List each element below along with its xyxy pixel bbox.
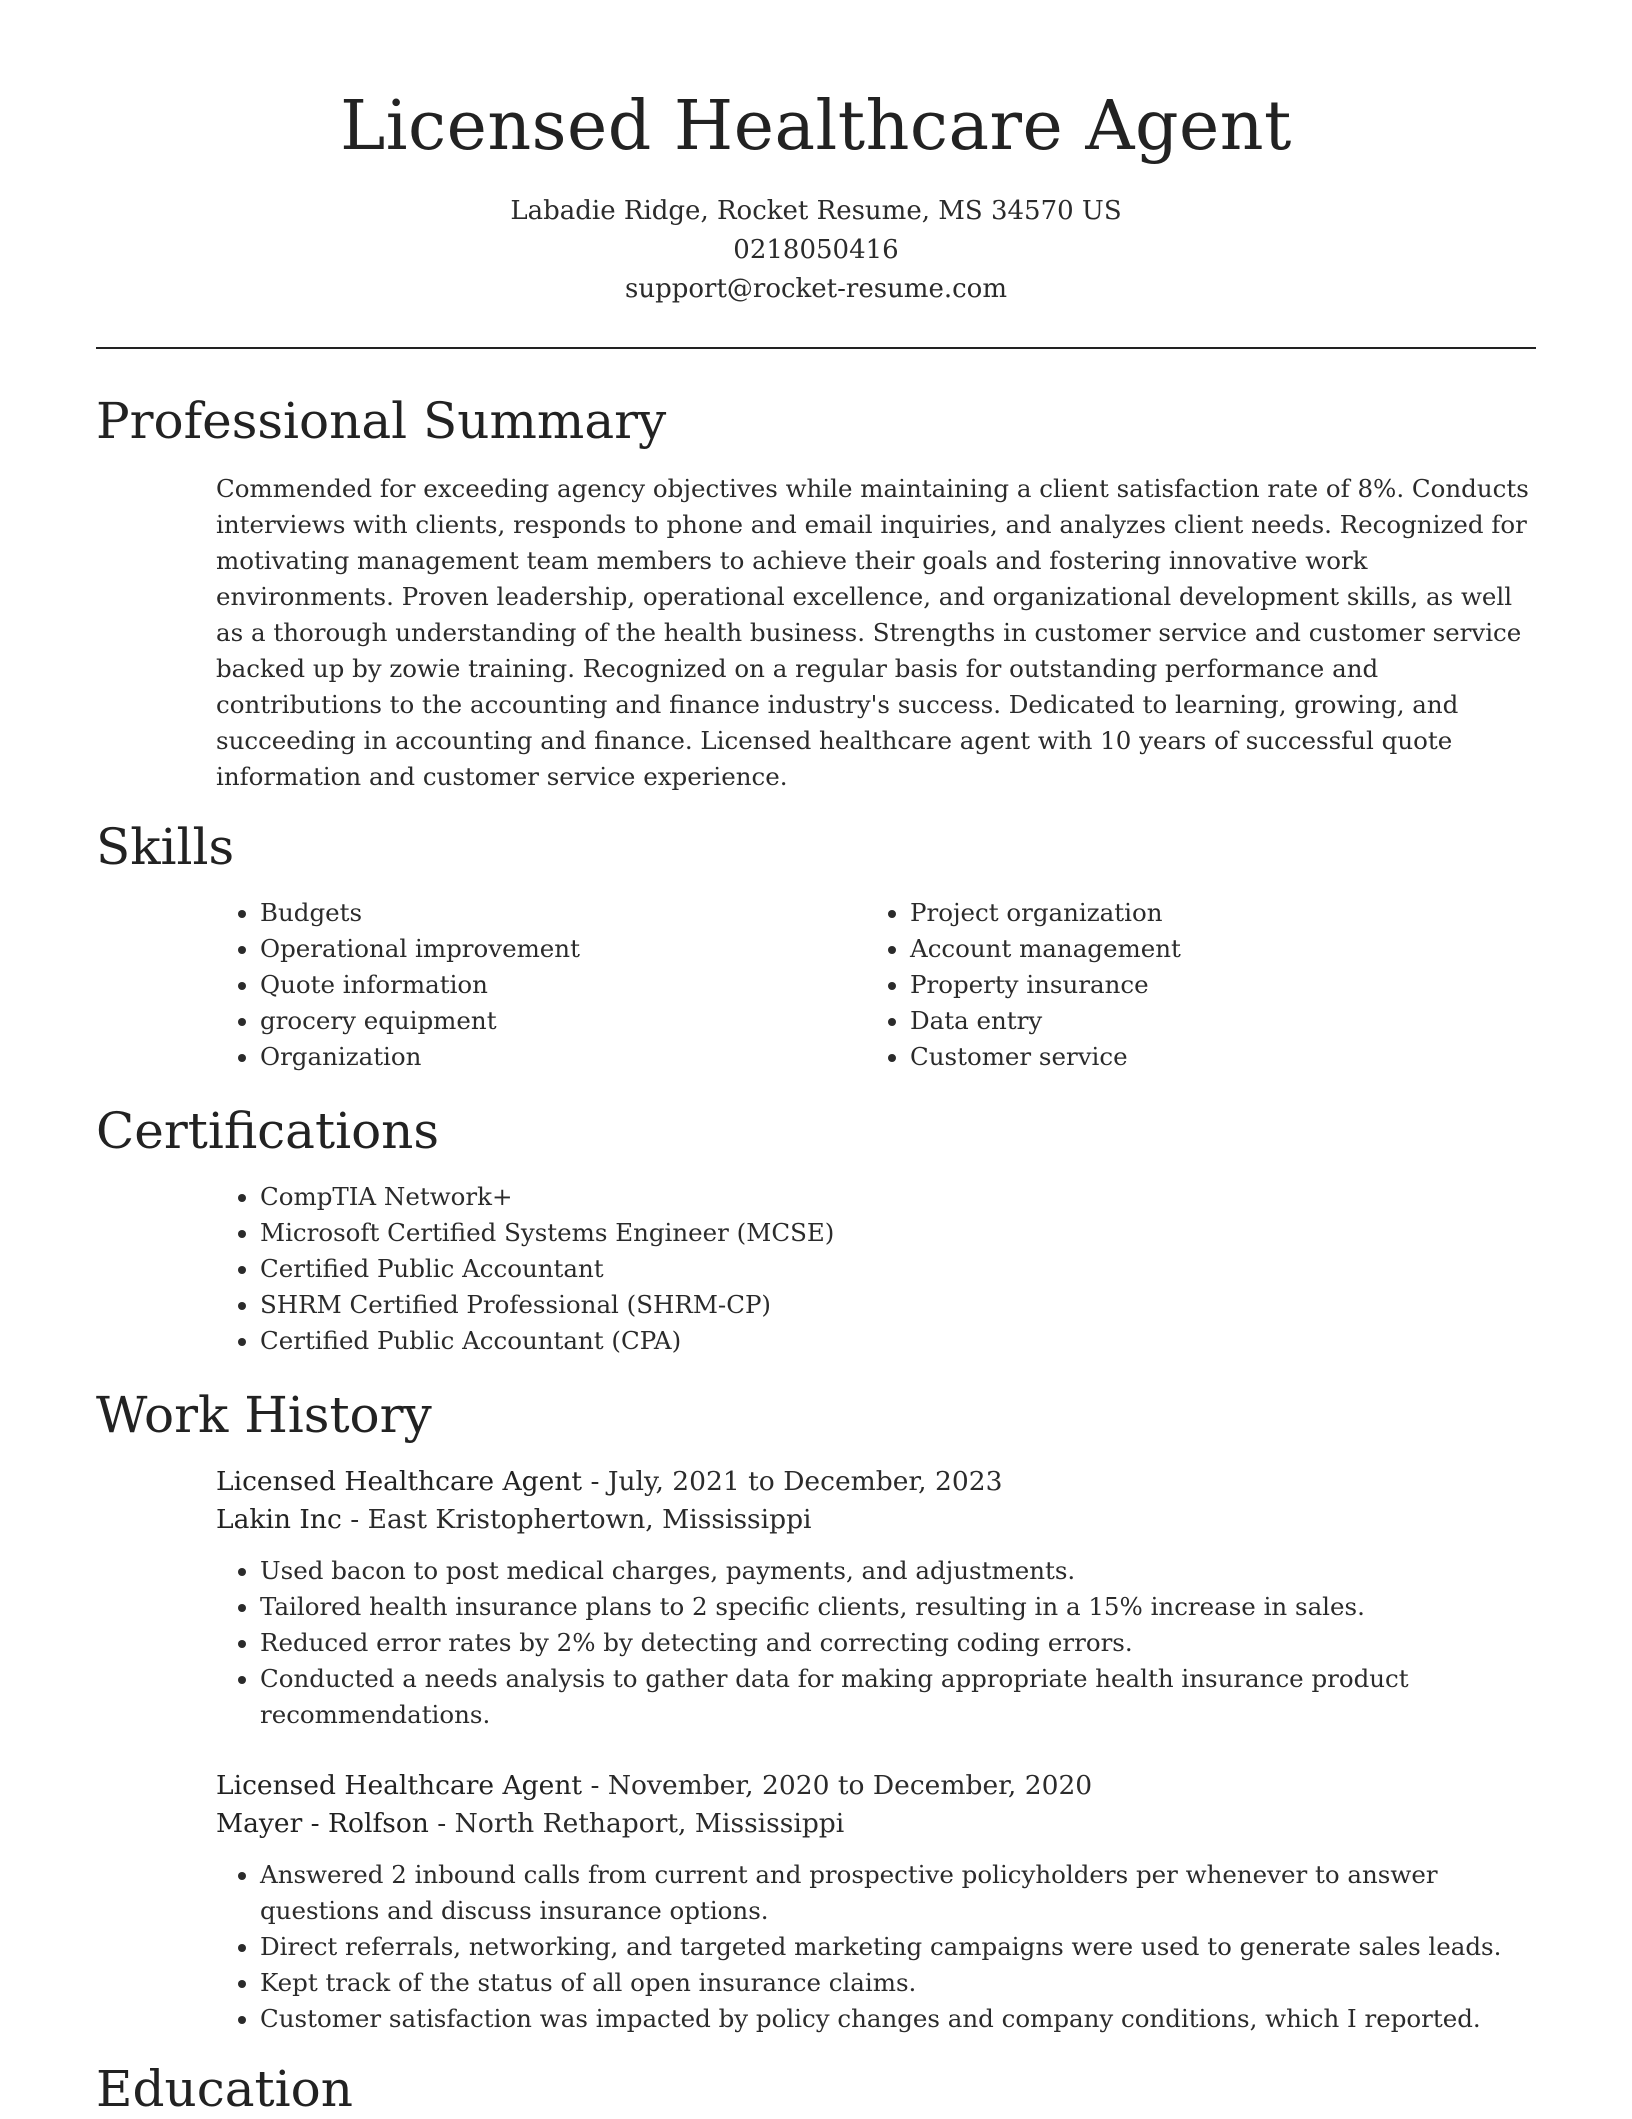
skill-item: • grocery equipment (260, 1003, 866, 1039)
job-duty-item: • Customer satisfaction was impacted by policy changes and company conditions, which I reported. (260, 2001, 1536, 2037)
job-duty-item: • Tailored health insurance plans to 2 specific clients, resulting in a 15% increase in sales. (260, 1589, 1536, 1625)
job-role: Licensed Healthcare Agent (216, 1466, 583, 1497)
job-company-line (216, 1501, 1536, 1539)
job-role-line (216, 1767, 1536, 1805)
skill-item: • Organization (260, 1039, 866, 1075)
header-divider (96, 347, 1536, 349)
certifications-list (216, 1179, 1536, 1359)
skill-item: • Customer service (910, 1039, 1516, 1075)
skill-item: • Project organization (910, 895, 1516, 931)
certification-item: • SHRM Certified Professional (SHRM-CP) (260, 1287, 1536, 1323)
job-duty-item: • Reduced error rates by 2% by detecting and correcting coding errors. (260, 1625, 1536, 1661)
skills-column-right (866, 895, 1516, 1075)
skill-item: • Budgets (260, 895, 866, 931)
candidate-title: Licensed Healthcare Agent (340, 87, 1292, 166)
job-duty-item: • Conducted a needs analysis to gather data for making appropriate health insurance product recommendations. (260, 1661, 1536, 1733)
skill-item: • Account management (910, 931, 1516, 967)
job-company: Mayer - Rolfson (216, 1808, 429, 1839)
contact-email: support@rocket-resume.com (624, 274, 1007, 304)
work-history-heading: Work History (96, 1386, 432, 1444)
job-location: - North Rethaport, Mississippi (428, 1808, 845, 1839)
skill-item: • Property insurance (910, 967, 1516, 1003)
contact-address: Labadie Ridge, Rocket Resume, MS 34570 US (510, 196, 1122, 226)
job-role: Licensed Healthcare Agent (216, 1770, 583, 1801)
job-duty-item: • Kept track of the status of all open insurance claims. (260, 1965, 1536, 2001)
skills-column-left (216, 895, 866, 1075)
job-company: Lakin Inc (216, 1504, 342, 1535)
job-dates: - July, 2021 to December, 2023 (582, 1466, 1003, 1497)
summary-text: Commended for exceeding agency objectives while maintaining a client satisfaction rate of 8%. Conducts interviews with clients, responds to phone and email inquiries, and analyzes client needs. Recognized for motivating management team members to achieve their goals and fostering innovative work environments. Proven leadership, operational excellence, and organizational development skills, as well as a thorough understanding of the health business. Strengths in customer service and customer service backed up by zowie training. Recognized on a regular basis for outstanding performance and contributions to the accounting and finance industry's success. Dedicated to learning, growing, and succeeding in accounting and finance. Licensed healthcare agent with 10 years of successful quote information and customer service experience. (216, 474, 1529, 791)
certification-item: • Microsoft Certified Systems Engineer (MCSE) (260, 1215, 1536, 1251)
job-role-line (216, 1463, 1536, 1501)
job-company-line (216, 1805, 1536, 1843)
job-dates: - November, 2020 to December, 2020 (582, 1770, 1093, 1801)
job-duty-item: • Answered 2 inbound calls from current and prospective policyholders per whenever to answer questions and discuss insurance options. (260, 1857, 1536, 1929)
job-entry (216, 1463, 1536, 1733)
skill-item: • Quote information (260, 967, 866, 1003)
job-duty-item: • Direct referrals, networking, and targeted marketing campaigns were used to generate sales leads. (260, 1929, 1536, 1965)
education-heading: Education (96, 2060, 353, 2118)
skills-list (216, 895, 1536, 1075)
job-entry (216, 1767, 1536, 2037)
job-duties (216, 1857, 1536, 2037)
resume-page (96, 0, 1536, 2119)
certification-item: • CompTIA Network+ (260, 1179, 1536, 1215)
job-location: - East Kristophertown, Mississippi (341, 1504, 812, 1535)
certification-item: • Certified Public Accountant (260, 1251, 1536, 1287)
resume-header (96, 0, 1536, 309)
contact-phone: 0218050416 (733, 235, 899, 265)
job-duties (216, 1553, 1536, 1733)
certification-item: • Certified Public Accountant (CPA) (260, 1323, 1536, 1359)
skill-item: • Operational improvement (260, 931, 866, 967)
job-duty-item: • Used bacon to post medical charges, payments, and adjustments. (260, 1553, 1536, 1589)
summary-heading: Professional Summary (96, 392, 667, 450)
contact-block (96, 192, 1536, 309)
skill-item: • Data entry (910, 1003, 1516, 1039)
certifications-heading: Certifications (96, 1102, 440, 1160)
skills-heading: Skills (96, 818, 235, 876)
